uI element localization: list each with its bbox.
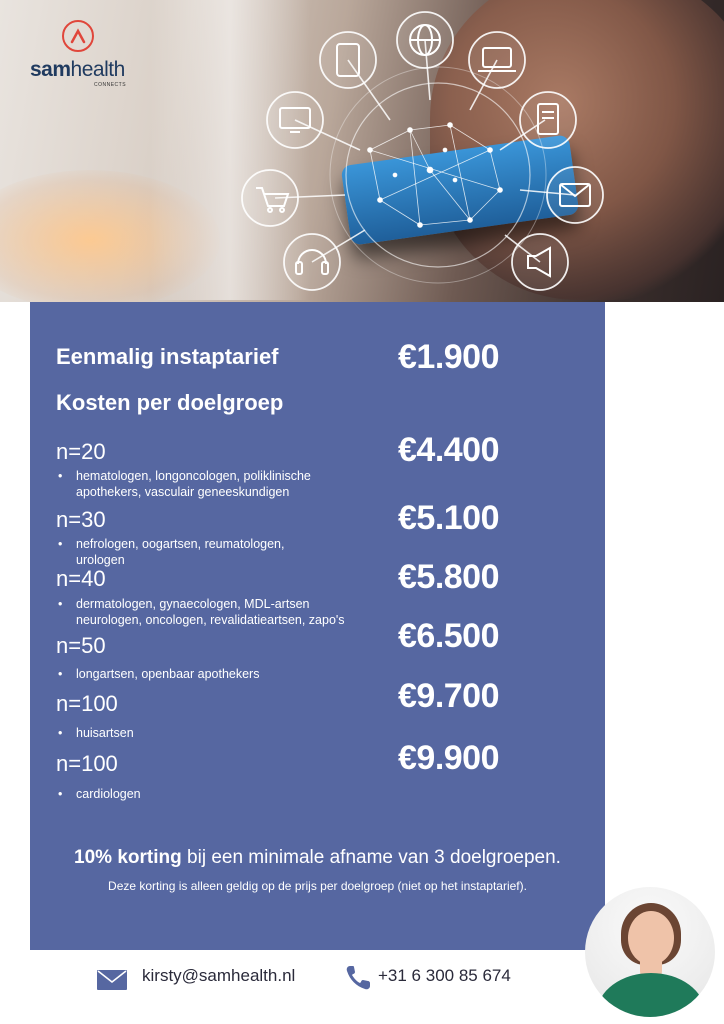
specialties-line: cardiologen — [76, 787, 141, 801]
specialties-line: apothekers, vasculair geneeskundigen — [76, 485, 290, 499]
contact-person-photo — [585, 887, 715, 1017]
specialties-line: urologen — [76, 553, 125, 567]
logo-mark-icon — [62, 20, 94, 52]
discount-headline — [30, 847, 605, 869]
group-specialties — [58, 596, 418, 628]
phone-icon — [345, 964, 373, 990]
group-size: n=30 — [56, 507, 106, 532]
logo-name-regular: health — [70, 58, 125, 81]
hero-image — [0, 0, 724, 302]
photo-shirt — [597, 973, 705, 1017]
bullet-dot: • — [58, 667, 63, 681]
specialties-line: hematologen, longoncologen, poliklinische — [76, 469, 311, 483]
section-title: Kosten per doelgroep — [56, 390, 284, 415]
group-specialties — [58, 725, 388, 741]
discount-rest: bij een minimale afname van 3 doelgroepen. — [181, 847, 561, 868]
bullet-dot: • — [58, 537, 63, 551]
intro-price: €1.900 — [398, 338, 499, 376]
group-size: n=100 — [56, 751, 118, 776]
group-price: €6.500 — [398, 617, 499, 655]
specialties-line: huisartsen — [76, 726, 134, 740]
logo-wordmark — [30, 58, 125, 82]
group-specialties — [58, 468, 388, 500]
envelope-icon — [97, 970, 127, 990]
group-price: €5.800 — [398, 558, 499, 596]
specialties-line: dermatologen, gynaecologen, MDL-artsen — [76, 597, 310, 611]
phone-link[interactable]: +31 6 300 85 674 — [378, 966, 511, 985]
specialties-line: longartsen, openbaar apothekers — [76, 667, 260, 681]
discount-bold: 10% korting — [74, 847, 182, 868]
bullet-dot: • — [58, 787, 63, 801]
specialties-line: nefrologen, oogartsen, reumatologen, — [76, 537, 285, 551]
specialties-line: neurologen, oncologen, revalidatieartsen, zapo's — [76, 613, 345, 627]
group-size: n=20 — [56, 439, 106, 464]
group-price: €9.900 — [398, 739, 499, 777]
group-price: €9.700 — [398, 677, 499, 715]
email-link[interactable]: kirsty@samhealth.nl — [142, 966, 296, 985]
hero-network-graphic — [0, 0, 724, 302]
photo-face — [628, 911, 674, 965]
bullet-dot: • — [58, 726, 63, 740]
group-specialties — [58, 786, 388, 802]
logo-tagline: CONNECTS — [94, 82, 127, 88]
discount-note: Deze korting is alleen geldig op de prijs per doelgroep (niet op het instaptarief). — [108, 879, 527, 893]
intro-label: Eenmalig instaptarief — [56, 344, 279, 369]
logo-name-bold: sam — [30, 58, 71, 81]
group-price: €4.400 — [398, 431, 499, 469]
group-specialties — [58, 536, 388, 568]
group-price: €5.100 — [398, 499, 499, 537]
bullet-dot: • — [58, 469, 63, 483]
group-specialties — [58, 666, 388, 682]
group-size: n=100 — [56, 691, 118, 716]
bullet-dot: • — [58, 597, 63, 611]
group-size: n=40 — [56, 566, 106, 591]
group-size: n=50 — [56, 633, 106, 658]
pricing-panel — [30, 302, 605, 950]
